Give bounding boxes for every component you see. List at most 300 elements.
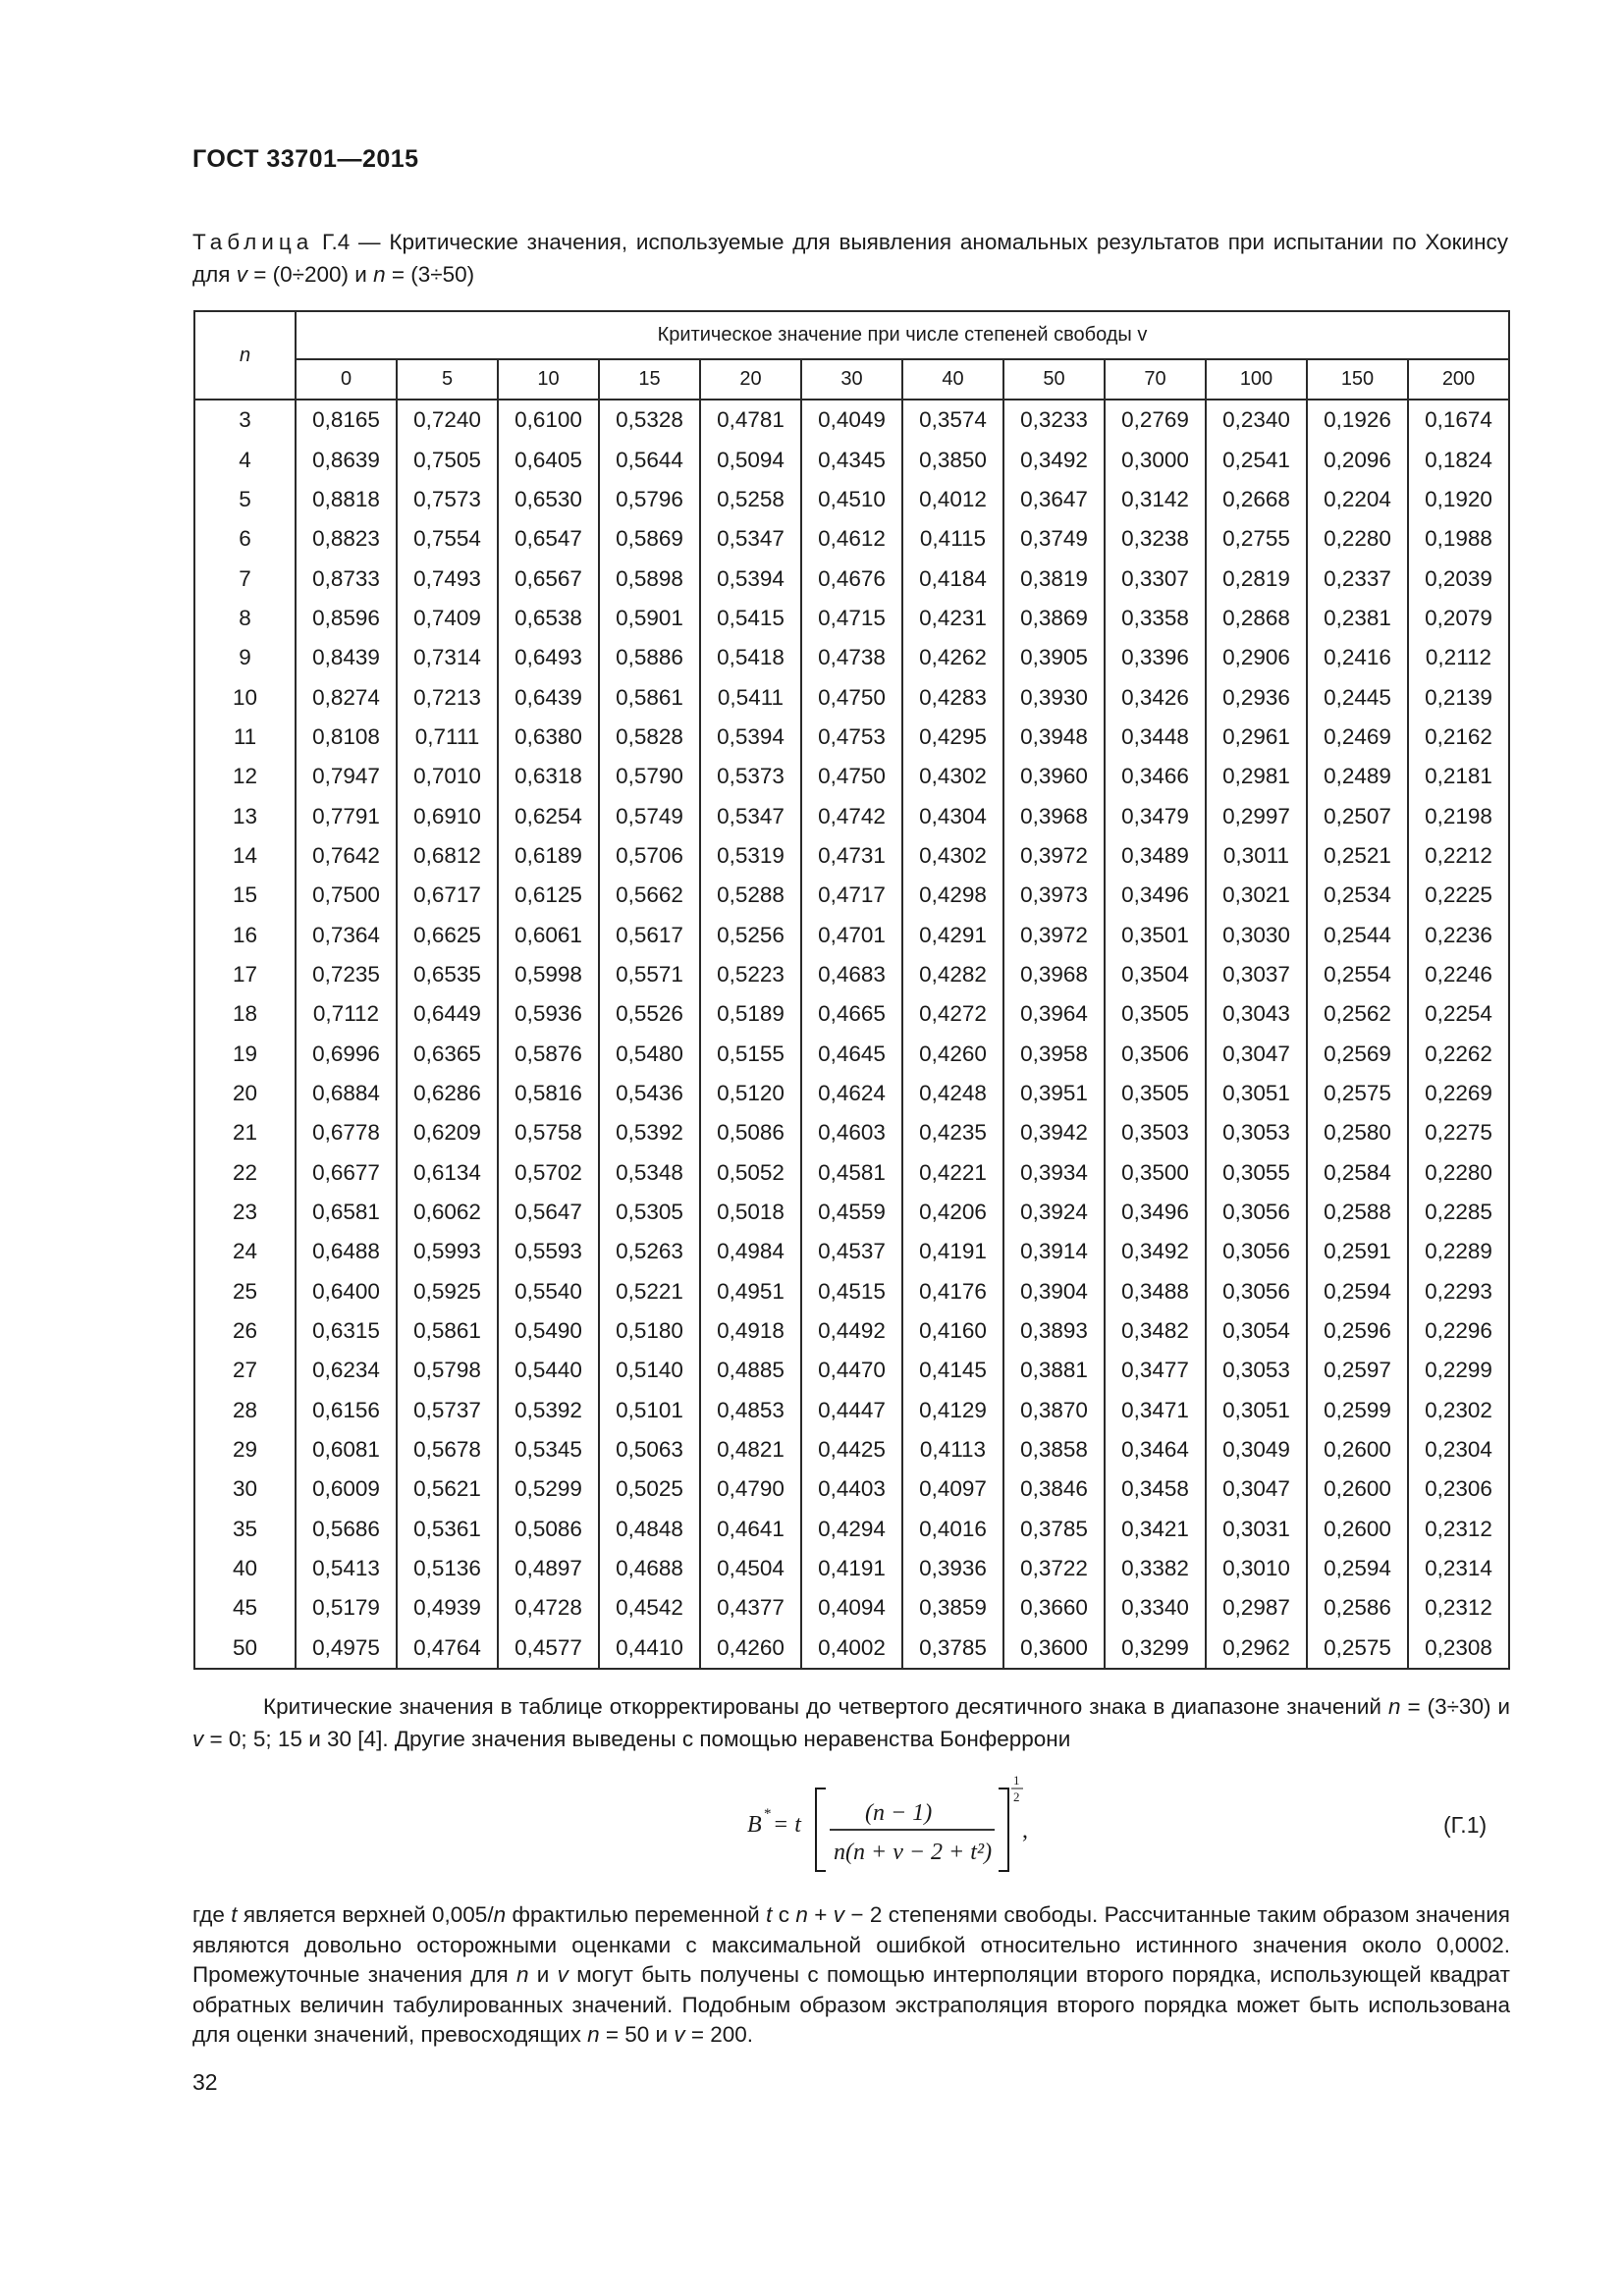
group-header: Критическое значение при числе степеней свободы v — [296, 311, 1509, 359]
value-cell: 0,4790 — [700, 1469, 801, 1509]
value-cell: 0,2275 — [1408, 1113, 1509, 1152]
value-cell: 0,5094 — [700, 440, 801, 479]
value-cell: 0,3973 — [1003, 876, 1105, 915]
value-cell: 0,3968 — [1003, 796, 1105, 835]
p2-s9: = 50 и — [599, 2022, 675, 2047]
value-cell: 0,2906 — [1206, 638, 1307, 677]
value-cell: 0,4231 — [902, 599, 1003, 638]
value-cell: 0,6062 — [397, 1193, 498, 1232]
value-cell: 0,2302 — [1408, 1391, 1509, 1430]
value-cell: 0,2580 — [1307, 1113, 1408, 1152]
value-cell: 0,4753 — [801, 718, 902, 757]
row-n-cell: 23 — [194, 1193, 296, 1232]
paragraph-bonferroni — [192, 1690, 1510, 1755]
value-cell: 0,2600 — [1307, 1510, 1408, 1549]
value-cell: 0,3489 — [1105, 836, 1206, 876]
value-cell: 0,3043 — [1206, 994, 1307, 1034]
row-n-cell: 29 — [194, 1430, 296, 1469]
value-cell: 0,2594 — [1307, 1272, 1408, 1311]
value-cell: 0,5392 — [599, 1113, 700, 1152]
value-cell: 0,4145 — [902, 1351, 1003, 1390]
value-cell: 0,4665 — [801, 994, 902, 1034]
value-cell: 0,2280 — [1408, 1153, 1509, 1193]
table-body — [194, 400, 1509, 1669]
value-cell: 0,5993 — [397, 1232, 498, 1271]
table-row — [194, 480, 1509, 519]
row-n-cell: 15 — [194, 876, 296, 915]
paragraph-explanation — [192, 1900, 1510, 2051]
value-cell: 0,2293 — [1408, 1272, 1509, 1311]
value-cell: 0,4848 — [599, 1510, 700, 1549]
value-cell: 0,6567 — [498, 559, 599, 598]
value-cell: 0,5737 — [397, 1391, 498, 1430]
value-cell: 0,5593 — [498, 1232, 599, 1271]
value-cell: 0,4129 — [902, 1391, 1003, 1430]
value-cell: 0,6778 — [296, 1113, 397, 1152]
value-cell: 0,3893 — [1003, 1311, 1105, 1351]
value-cell: 0,5861 — [397, 1311, 498, 1351]
value-cell: 0,6100 — [498, 400, 599, 440]
value-cell: 0,3505 — [1105, 994, 1206, 1034]
value-cell: 0,2962 — [1206, 1629, 1307, 1669]
value-cell: 0,2416 — [1307, 638, 1408, 677]
table-row — [194, 559, 1509, 598]
row-n-cell: 21 — [194, 1113, 296, 1152]
value-cell: 0,6493 — [498, 638, 599, 677]
value-cell: 0,4283 — [902, 677, 1003, 717]
value-cell: 0,7500 — [296, 876, 397, 915]
p2-s5: + — [807, 1902, 834, 1927]
value-cell: 0,2381 — [1307, 599, 1408, 638]
table-row — [194, 1430, 1509, 1469]
value-cell: 0,4559 — [801, 1193, 902, 1232]
value-cell: 0,4885 — [700, 1351, 801, 1390]
value-cell: 0,2936 — [1206, 677, 1307, 717]
column-header-v50: 50 — [1003, 359, 1105, 400]
row-n-cell: 24 — [194, 1232, 296, 1271]
value-cell: 0,3477 — [1105, 1351, 1206, 1390]
row-n-cell: 14 — [194, 836, 296, 876]
value-cell: 0,4951 — [700, 1272, 801, 1311]
value-cell: 0,4206 — [902, 1193, 1003, 1232]
value-cell: 0,3722 — [1003, 1549, 1105, 1588]
column-header-v40: 40 — [902, 359, 1003, 400]
value-cell: 0,4049 — [801, 400, 902, 440]
value-cell: 0,3924 — [1003, 1193, 1105, 1232]
value-cell: 0,4984 — [700, 1232, 801, 1271]
value-cell: 0,3426 — [1105, 677, 1206, 717]
p2-s7: и — [528, 1962, 558, 1987]
critical-values-table — [193, 310, 1510, 1670]
value-cell: 0,4510 — [801, 480, 902, 519]
value-cell: 0,4738 — [801, 638, 902, 677]
value-cell: 0,6530 — [498, 480, 599, 519]
value-cell: 0,4094 — [801, 1588, 902, 1628]
value-cell: 0,2987 — [1206, 1588, 1307, 1628]
value-cell: 0,5925 — [397, 1272, 498, 1311]
value-cell: 0,2562 — [1307, 994, 1408, 1034]
value-cell: 0,4603 — [801, 1113, 902, 1152]
value-cell: 0,7505 — [397, 440, 498, 479]
row-n-cell: 6 — [194, 519, 296, 559]
formula-denominator: n(n + ν − 2 + t²) — [834, 1840, 993, 1865]
value-cell: 0,5861 — [599, 677, 700, 717]
value-cell: 0,4295 — [902, 718, 1003, 757]
table-row — [194, 1549, 1509, 1588]
value-cell: 0,3785 — [1003, 1510, 1105, 1549]
value-cell: 0,6884 — [296, 1074, 397, 1113]
value-cell: 0,7240 — [397, 400, 498, 440]
value-cell: 0,6535 — [397, 955, 498, 994]
value-cell: 0,2285 — [1408, 1193, 1509, 1232]
table-row — [194, 677, 1509, 717]
value-cell: 0,3972 — [1003, 915, 1105, 954]
value-cell: 0,4918 — [700, 1311, 801, 1351]
value-cell: 0,6365 — [397, 1035, 498, 1074]
row-n-cell: 17 — [194, 955, 296, 994]
value-cell: 0,6581 — [296, 1193, 397, 1232]
row-n-cell: 35 — [194, 1510, 296, 1549]
value-cell: 0,4184 — [902, 559, 1003, 598]
row-n-cell: 30 — [194, 1469, 296, 1509]
p2-n3: n — [515, 1962, 529, 1987]
value-cell: 0,3958 — [1003, 1035, 1105, 1074]
value-cell: 0,3869 — [1003, 599, 1105, 638]
p2-n1: n — [493, 1902, 507, 1927]
value-cell: 0,4160 — [902, 1311, 1003, 1351]
row-n-cell: 18 — [194, 994, 296, 1034]
value-cell: 0,1920 — [1408, 480, 1509, 519]
caption-text: Г.4 — Критические значения, используемые для выявления аномальных результатов при испытании по Хокинсу для — [192, 230, 1508, 287]
value-cell: 0,5876 — [498, 1035, 599, 1074]
value-cell: 0,3421 — [1105, 1510, 1206, 1549]
value-cell: 0,3382 — [1105, 1549, 1206, 1588]
column-header-v70: 70 — [1105, 359, 1206, 400]
value-cell: 0,3479 — [1105, 796, 1206, 835]
value-cell: 0,5394 — [700, 718, 801, 757]
row-n-cell: 11 — [194, 718, 296, 757]
value-cell: 0,2340 — [1206, 400, 1307, 440]
p2-v3: v — [674, 2022, 685, 2047]
value-cell: 0,3914 — [1003, 1232, 1105, 1271]
row-n-cell: 4 — [194, 440, 296, 479]
value-cell: 0,4683 — [801, 955, 902, 994]
value-cell: 0,4291 — [902, 915, 1003, 954]
value-cell: 0,5347 — [700, 519, 801, 559]
value-cell: 0,4272 — [902, 994, 1003, 1034]
value-cell: 0,5086 — [498, 1510, 599, 1549]
value-cell: 0,4260 — [700, 1629, 801, 1669]
value-cell: 0,5394 — [700, 559, 801, 598]
value-cell: 0,5621 — [397, 1469, 498, 1509]
formula-star: * — [764, 1806, 772, 1822]
value-cell: 0,2079 — [1408, 599, 1509, 638]
value-cell: 0,2554 — [1307, 955, 1408, 994]
value-cell: 0,5647 — [498, 1193, 599, 1232]
table-row — [194, 1193, 1509, 1232]
value-cell: 0,2769 — [1105, 400, 1206, 440]
table-row — [194, 1391, 1509, 1430]
value-cell: 0,3037 — [1206, 955, 1307, 994]
column-header-v200: 200 — [1408, 359, 1509, 400]
value-cell: 0,6009 — [296, 1469, 397, 1509]
value-cell: 0,3600 — [1003, 1629, 1105, 1669]
table-row — [194, 638, 1509, 677]
value-cell: 0,3056 — [1206, 1272, 1307, 1311]
value-cell: 0,6209 — [397, 1113, 498, 1152]
table-row — [194, 519, 1509, 559]
value-cell: 0,2575 — [1307, 1074, 1408, 1113]
value-cell: 0,3358 — [1105, 599, 1206, 638]
n-column-header: n — [194, 311, 296, 400]
value-cell: 0,5256 — [700, 915, 801, 954]
value-cell: 0,2588 — [1307, 1193, 1408, 1232]
table-row — [194, 915, 1509, 954]
value-cell: 0,5798 — [397, 1351, 498, 1390]
table-header-row — [194, 311, 1509, 359]
value-cell: 0,2591 — [1307, 1232, 1408, 1271]
table-row — [194, 1588, 1509, 1628]
row-n-cell: 27 — [194, 1351, 296, 1390]
paragraph1-n: n — [1387, 1694, 1401, 1719]
value-cell: 0,2961 — [1206, 718, 1307, 757]
value-cell: 0,2299 — [1408, 1351, 1509, 1390]
table-caption — [192, 226, 1508, 291]
value-cell: 0,4403 — [801, 1469, 902, 1509]
value-cell: 0,2575 — [1307, 1629, 1408, 1669]
value-cell: 0,4676 — [801, 559, 902, 598]
value-cell: 0,6538 — [498, 599, 599, 638]
value-cell: 0,2289 — [1408, 1232, 1509, 1271]
value-cell: 0,5415 — [700, 599, 801, 638]
formula-comma: , — [1022, 1818, 1028, 1843]
value-cell: 0,2306 — [1408, 1469, 1509, 1509]
row-n-cell: 16 — [194, 915, 296, 954]
value-cell: 0,8818 — [296, 480, 397, 519]
value-cell: 0,3749 — [1003, 519, 1105, 559]
value-cell: 0,3030 — [1206, 915, 1307, 954]
value-cell: 0,4176 — [902, 1272, 1003, 1311]
value-cell: 0,3503 — [1105, 1113, 1206, 1152]
value-cell: 0,3051 — [1206, 1391, 1307, 1430]
value-cell: 0,6315 — [296, 1311, 397, 1351]
value-cell: 0,2314 — [1408, 1549, 1509, 1588]
value-cell: 0,3870 — [1003, 1391, 1105, 1430]
value-cell: 0,6996 — [296, 1035, 397, 1074]
value-cell: 0,4764 — [397, 1629, 498, 1669]
formula-exp-den: 2 — [1013, 1789, 1020, 1804]
value-cell: 0,6547 — [498, 519, 599, 559]
value-cell: 0,3466 — [1105, 757, 1206, 796]
value-cell: 0,5678 — [397, 1430, 498, 1469]
value-cell: 0,3647 — [1003, 480, 1105, 519]
value-cell: 0,4248 — [902, 1074, 1003, 1113]
value-cell: 0,5686 — [296, 1510, 397, 1549]
table-row — [194, 400, 1509, 440]
value-cell: 0,6156 — [296, 1391, 397, 1430]
p2-s3: фрактилью переменной — [506, 1902, 767, 1927]
value-cell: 0,4581 — [801, 1153, 902, 1193]
value-cell: 0,2600 — [1307, 1469, 1408, 1509]
value-cell: 0,5052 — [700, 1153, 801, 1193]
row-n-cell: 7 — [194, 559, 296, 598]
value-cell: 0,5644 — [599, 440, 700, 479]
value-cell: 0,3031 — [1206, 1510, 1307, 1549]
value-cell: 0,2668 — [1206, 480, 1307, 519]
value-cell: 0,2162 — [1408, 718, 1509, 757]
value-cell: 0,3881 — [1003, 1351, 1105, 1390]
table-row — [194, 757, 1509, 796]
value-cell: 0,2544 — [1307, 915, 1408, 954]
row-n-cell: 20 — [194, 1074, 296, 1113]
value-cell: 0,4492 — [801, 1311, 902, 1351]
value-cell: 0,5180 — [599, 1311, 700, 1351]
table-row — [194, 1153, 1509, 1193]
value-cell: 0,5263 — [599, 1232, 700, 1271]
value-cell: 0,4113 — [902, 1430, 1003, 1469]
row-n-cell: 3 — [194, 400, 296, 440]
paragraph1-v: v — [192, 1727, 204, 1751]
column-header-v100: 100 — [1206, 359, 1307, 400]
row-n-cell: 50 — [194, 1629, 296, 1669]
p2-s6: − 2 степенями свободы. Рассчитанные таким образом значения являются довольно осторожными оценками с максимальной ошибкой относительно истинного значения около 0,0002. Промежуточные значения для — [192, 1902, 1510, 1987]
value-cell: 0,5373 — [700, 757, 801, 796]
row-n-cell: 12 — [194, 757, 296, 796]
value-cell: 0,2312 — [1408, 1588, 1509, 1628]
value-cell: 0,5886 — [599, 638, 700, 677]
value-cell: 0,3504 — [1105, 955, 1206, 994]
value-cell: 0,2507 — [1307, 796, 1408, 835]
value-cell: 0,5796 — [599, 480, 700, 519]
value-cell: 0,2198 — [1408, 796, 1509, 835]
value-cell: 0,4742 — [801, 796, 902, 835]
table-row — [194, 994, 1509, 1034]
table-row — [194, 1469, 1509, 1509]
value-cell: 0,4470 — [801, 1351, 902, 1390]
value-cell: 0,3051 — [1206, 1074, 1307, 1113]
value-cell: 0,5288 — [700, 876, 801, 915]
row-n-cell: 22 — [194, 1153, 296, 1193]
column-header-v30: 30 — [801, 359, 902, 400]
caption-v-range: = (0÷200) и — [246, 262, 374, 287]
value-cell: 0,4701 — [801, 915, 902, 954]
value-cell: 0,5299 — [498, 1469, 599, 1509]
value-cell: 0,2212 — [1408, 836, 1509, 876]
value-cell: 0,6717 — [397, 876, 498, 915]
value-cell: 0,2039 — [1408, 559, 1509, 598]
value-cell: 0,4447 — [801, 1391, 902, 1430]
value-cell: 0,3972 — [1003, 836, 1105, 876]
value-cell: 0,6125 — [498, 876, 599, 915]
column-header-v5: 5 — [397, 359, 498, 400]
value-cell: 0,5223 — [700, 955, 801, 994]
value-cell: 0,2584 — [1307, 1153, 1408, 1193]
value-cell: 0,5790 — [599, 757, 700, 796]
value-cell: 0,5828 — [599, 718, 700, 757]
value-cell: 0,2269 — [1408, 1074, 1509, 1113]
value-cell: 0,2337 — [1307, 559, 1408, 598]
value-cell: 0,4016 — [902, 1510, 1003, 1549]
value-cell: 0,5758 — [498, 1113, 599, 1152]
value-cell: 0,4731 — [801, 836, 902, 876]
value-cell: 0,2112 — [1408, 638, 1509, 677]
row-n-cell: 10 — [194, 677, 296, 717]
value-cell: 0,5617 — [599, 915, 700, 954]
value-cell: 0,4645 — [801, 1035, 902, 1074]
value-cell: 0,3942 — [1003, 1113, 1105, 1152]
row-n-cell: 5 — [194, 480, 296, 519]
value-cell: 0,5749 — [599, 796, 700, 835]
value-cell: 0,2597 — [1307, 1351, 1408, 1390]
value-cell: 0,2181 — [1408, 757, 1509, 796]
value-cell: 0,5136 — [397, 1549, 498, 1588]
value-cell: 0,6488 — [296, 1232, 397, 1271]
value-cell: 0,5526 — [599, 994, 700, 1034]
value-cell: 0,4302 — [902, 757, 1003, 796]
value-cell: 0,6400 — [296, 1272, 397, 1311]
value-cell: 0,6189 — [498, 836, 599, 876]
table-row — [194, 955, 1509, 994]
value-cell: 0,6061 — [498, 915, 599, 954]
value-cell: 0,5392 — [498, 1391, 599, 1430]
value-cell: 0,3021 — [1206, 876, 1307, 915]
value-cell: 0,3934 — [1003, 1153, 1105, 1193]
p2-n2: n — [795, 1902, 808, 1927]
value-cell: 0,3496 — [1105, 876, 1206, 915]
value-cell: 0,6677 — [296, 1153, 397, 1193]
value-cell: 0,2246 — [1408, 955, 1509, 994]
value-cell: 0,3660 — [1003, 1588, 1105, 1628]
row-n-cell: 28 — [194, 1391, 296, 1430]
value-cell: 0,4262 — [902, 638, 1003, 677]
value-cell: 0,2225 — [1408, 876, 1509, 915]
value-cell: 0,5319 — [700, 836, 801, 876]
value-cell: 0,2755 — [1206, 519, 1307, 559]
value-cell: 0,5998 — [498, 955, 599, 994]
value-cell: 0,2262 — [1408, 1035, 1509, 1074]
value-cell: 0,5305 — [599, 1193, 700, 1232]
value-cell: 0,4298 — [902, 876, 1003, 915]
value-cell: 0,3496 — [1105, 1193, 1206, 1232]
value-cell: 0,4294 — [801, 1510, 902, 1549]
value-cell: 0,3000 — [1105, 440, 1206, 479]
value-cell: 0,7213 — [397, 677, 498, 717]
value-cell: 0,4750 — [801, 677, 902, 717]
value-cell: 0,3458 — [1105, 1469, 1206, 1509]
value-cell: 0,2469 — [1307, 718, 1408, 757]
row-n-cell: 8 — [194, 599, 296, 638]
value-cell: 0,3904 — [1003, 1272, 1105, 1311]
value-cell: 0,2569 — [1307, 1035, 1408, 1074]
value-cell: 0,5347 — [700, 796, 801, 835]
value-cell: 0,5901 — [599, 599, 700, 638]
value-cell: 0,6380 — [498, 718, 599, 757]
value-cell: 0,4221 — [902, 1153, 1003, 1193]
value-cell: 0,2981 — [1206, 757, 1307, 796]
value-cell: 0,3047 — [1206, 1469, 1307, 1509]
p2-v2: v — [557, 1962, 568, 1987]
value-cell: 0,6625 — [397, 915, 498, 954]
value-cell: 0,3142 — [1105, 480, 1206, 519]
row-n-cell: 40 — [194, 1549, 296, 1588]
value-cell: 0,2096 — [1307, 440, 1408, 479]
value-cell: 0,3010 — [1206, 1549, 1307, 1588]
value-cell: 0,3238 — [1105, 519, 1206, 559]
table-row — [194, 796, 1509, 835]
value-cell: 0,4715 — [801, 599, 902, 638]
formula-number: (Г.1) — [1443, 1812, 1488, 1838]
value-cell: 0,7791 — [296, 796, 397, 835]
